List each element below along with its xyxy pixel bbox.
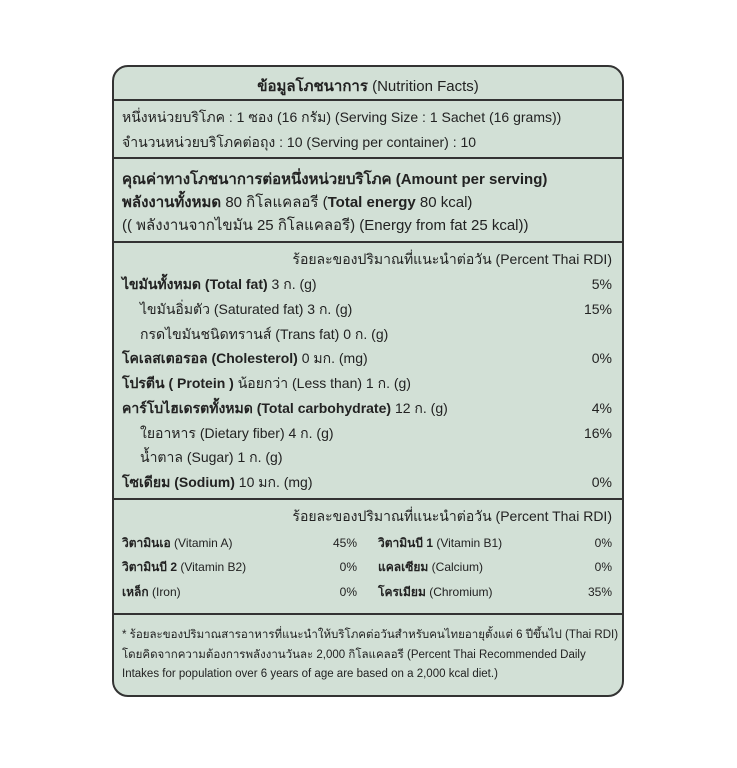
nutrient-amount: 4 ก. (g) <box>288 425 334 441</box>
nutrient-cholesterol <box>122 349 368 367</box>
amount-heading-english: (Amount per serving) <box>395 171 548 188</box>
vitamin-a <box>122 535 233 551</box>
footnote-line-2: โดยคิดจากความต้องการพลังงานวันละ 2,000 กิโลแคลอรี (Percent Thai Recommended Daily <box>122 649 586 661</box>
nutrient-amount: 12 ก. (g) <box>394 400 448 416</box>
vitamin-a-percent: 45% <box>332 536 357 550</box>
nutrient-label-english: (Cholesterol) <box>211 350 298 366</box>
energy-from-fat-english: (Energy from fat 25 kcal)) <box>359 217 529 234</box>
nutrient-label-thai: โคเลสเตอรอล <box>122 350 208 366</box>
total-energy-value-thai: 80 กิโลแคลอรี ( <box>225 194 328 211</box>
servings-per-container <box>122 133 476 151</box>
nutrition-facts-panel <box>112 65 624 697</box>
nutrient-label-english: (Sodium) <box>174 474 235 490</box>
vitamin-label-english: (Calcium) <box>431 560 483 574</box>
vitamin-label-thai: แคลเซียม <box>378 560 429 574</box>
nutrient-amount: 10 มก. (mg) <box>238 474 313 490</box>
vitamin-label-thai: โครเมียม <box>378 585 426 599</box>
vitamin-label-english: (Vitamin A) <box>174 536 233 550</box>
nutrient-total-carbohydrate-percent: 4% <box>591 400 612 416</box>
divider-amount <box>114 241 622 243</box>
footnote-line-3: Intakes for population over 6 years of age are based on a 2,000 kcal diet.) <box>122 668 498 680</box>
nutrient-amount: 0 มก. (mg) <box>301 350 368 366</box>
nutrient-label-english: (Trans fat) <box>275 326 340 342</box>
energy-from-fat <box>122 217 529 235</box>
nutrient-label-english: (Total fat) <box>204 276 268 292</box>
vitamin-b2-percent: 0% <box>339 560 357 574</box>
nutrient-label-thai: ใยอาหาร <box>140 425 196 441</box>
nutrient-label-english: (Saturated fat) <box>213 301 304 317</box>
total-energy-label-english: Total energy <box>327 194 416 211</box>
nutrient-total-carbohydrate <box>122 399 448 417</box>
vitamin-b2 <box>122 559 246 575</box>
nutrient-amount: 0 ก. (g) <box>343 326 389 342</box>
nutrient-label-english: ( Protein ) <box>168 375 234 391</box>
total-energy-label-thai: พลังงานทั้งหมด <box>122 194 222 211</box>
rdi-header: ร้อยละของปริมาณที่แนะนำต่อวัน (Percent Thai RDI) <box>292 251 612 267</box>
nutrient-cholesterol-percent: 0% <box>591 350 612 366</box>
nutrient-label-english: (Sugar) <box>186 449 234 465</box>
nutrient-saturated-fat <box>140 300 352 318</box>
vitamin-label-english: (Iron) <box>151 585 181 599</box>
divider-nutrients <box>114 498 622 500</box>
vitamin-label-thai: เหล็ก <box>122 585 149 599</box>
nutrient-dietary-fiber <box>140 424 334 442</box>
nutrient-amount: 3 ก. (g) <box>307 301 353 317</box>
nutrient-amount: น้อยกว่า (Less than) 1 ก. (g) <box>237 375 411 391</box>
vitamin-label-thai: วิตามินเอ <box>122 536 171 550</box>
vitamin-b1-percent: 0% <box>594 536 612 550</box>
vitamin-label-thai: วิตามินบี 2 <box>122 560 178 574</box>
nutrient-label-english: (Dietary fiber) <box>199 425 285 441</box>
nutrient-total-fat-percent: 5% <box>591 276 612 292</box>
nutrient-sugar <box>140 448 282 466</box>
nutrient-trans-fat <box>140 325 388 343</box>
panel-title <box>114 78 622 96</box>
nutrient-dietary-fiber-percent: 16% <box>583 425 612 441</box>
vitamin-rdi-header: ร้อยละของปริมาณที่แนะนำต่อวัน (Percent Thai RDI) <box>292 508 612 524</box>
chromium <box>378 584 493 600</box>
footnote-line-1: * ร้อยละของปริมาณสารอาหารที่แนะนำให้บริโภคต่อวันสำหรับคนไทยอายุตั้งแต่ 6 ปีขึ้นไป (Thai RDI) <box>122 629 619 641</box>
servings-per-container-english: (Serving per container) : 10 <box>306 134 477 150</box>
total-energy <box>122 194 472 212</box>
nutrient-label-thai: คาร์โบไฮเดรตทั้งหมด <box>122 400 253 416</box>
nutrient-sodium <box>122 473 313 491</box>
vitamin-label-english: (Vitamin B1) <box>436 536 503 550</box>
vitamin-b1 <box>378 535 502 551</box>
title-english: (Nutrition Facts) <box>372 78 479 95</box>
calcium-percent: 0% <box>594 560 612 574</box>
divider-vitamins <box>114 613 622 615</box>
energy-from-fat-thai: (( พลังงานจากไขมัน 25 กิโลแคลอรี) <box>122 217 356 234</box>
nutrient-saturated-fat-percent: 15% <box>583 301 612 317</box>
nutrient-label-english: (Total carbohydrate) <box>256 400 392 416</box>
vitamin-label-english: (Chromium) <box>429 585 493 599</box>
amount-per-serving-heading <box>122 171 547 189</box>
nutrient-label-thai: ไขมันอิ่มตัว <box>140 301 210 317</box>
calcium <box>378 559 483 575</box>
chromium-percent: 35% <box>587 585 612 599</box>
nutrient-amount: 3 ก. (g) <box>271 276 317 292</box>
iron-percent: 0% <box>339 585 357 599</box>
iron <box>122 584 181 600</box>
serving-size <box>122 108 561 126</box>
title-thai: ข้อมูลโภชนาการ <box>257 78 368 95</box>
nutrient-label-thai: โซเดียม <box>122 474 171 490</box>
nutrient-label-thai: ไขมันทั้งหมด <box>122 276 202 292</box>
total-energy-value-english: 80 kcal) <box>419 194 473 211</box>
nutrient-protein <box>122 374 411 392</box>
nutrient-label-thai: น้ำตาล <box>140 449 183 465</box>
serving-size-thai: หนึ่งหน่วยบริโภค : 1 ซอง (16 กรัม) <box>122 109 332 125</box>
vitamin-label-thai: วิตามินบี 1 <box>378 536 434 550</box>
servings-per-container-thai: จำนวนหน่วยบริโภคต่อถุง : 10 <box>122 134 303 150</box>
nutrient-total-fat <box>122 275 317 293</box>
nutrient-sodium-percent: 0% <box>591 474 612 490</box>
nutrient-label-thai: โปรตีน <box>122 375 165 391</box>
divider-title <box>114 99 622 101</box>
serving-size-english: (Serving Size : 1 Sachet (16 grams)) <box>334 109 562 125</box>
vitamin-label-english: (Vitamin B2) <box>180 560 247 574</box>
nutrient-amount: 1 ก. (g) <box>237 449 283 465</box>
nutrient-label-thai: กรดไขมันชนิดทรานส์ <box>140 326 272 342</box>
divider-serving <box>114 157 622 159</box>
amount-heading-thai: คุณค่าทางโภชนาการต่อหนึ่งหน่วยบริโภค <box>122 171 392 188</box>
